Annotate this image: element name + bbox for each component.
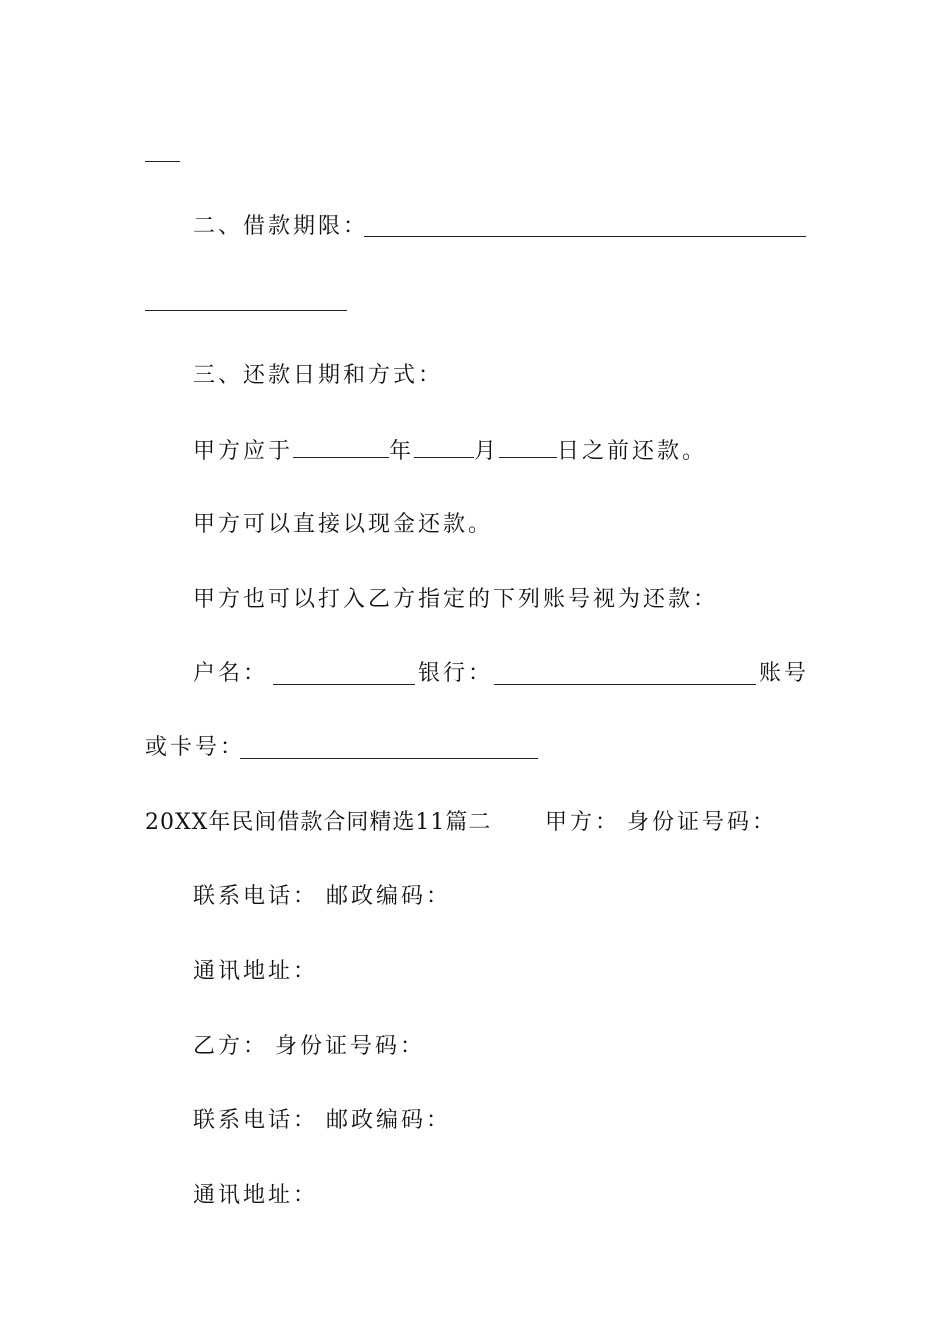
party-b-id-line bbox=[275, 1032, 425, 1062]
party-b-postcode-line bbox=[326, 1106, 451, 1136]
repayment-date-line bbox=[193, 435, 707, 467]
party-a-id-line bbox=[627, 808, 777, 838]
party-b-postcode-label: 邮政编码： bbox=[326, 1108, 452, 1133]
account-name-label: 户名： bbox=[193, 661, 269, 686]
repay-year-label: 年 bbox=[389, 439, 415, 464]
party-a-address-line bbox=[193, 957, 318, 987]
party-a-postcode-line bbox=[326, 882, 451, 912]
party-a-phone-label: 联系电话： bbox=[193, 884, 319, 909]
repay-day-blank bbox=[499, 435, 557, 458]
cash-repayment-text: 甲方可以直接以现金还款。 bbox=[193, 512, 494, 537]
party-a-id-label: 身份证号码： bbox=[627, 810, 778, 835]
account-name-label-line bbox=[193, 659, 268, 689]
party-b-address-line bbox=[193, 1181, 318, 1211]
account-number-label: 账号 bbox=[759, 661, 810, 686]
card-number-label: 或卡号： bbox=[145, 735, 246, 760]
party-b-phone-line bbox=[193, 1106, 318, 1136]
repay-year-blank bbox=[293, 435, 389, 458]
party-a-phone-line bbox=[193, 882, 318, 912]
cash-repayment-line bbox=[193, 510, 493, 540]
party-a-line bbox=[545, 808, 620, 838]
party-b-address-label: 通讯地址： bbox=[193, 1183, 319, 1208]
repayment-heading-text: 三、还款日期和方式： bbox=[193, 363, 444, 388]
party-b-line bbox=[193, 1032, 268, 1062]
loan-term-blank-continued bbox=[145, 310, 347, 311]
party-b-phone-label: 联系电话： bbox=[193, 1108, 319, 1133]
repay-month-label: 月 bbox=[474, 439, 500, 464]
transfer-repayment-text: 甲方也可以打入乙方指定的下列账号视为还款： bbox=[193, 587, 719, 612]
card-number-line bbox=[145, 733, 245, 763]
repay-month-blank bbox=[414, 435, 474, 458]
loan-term-label: 二、借款期限： bbox=[193, 214, 369, 239]
account-name-blank bbox=[273, 684, 415, 685]
contract-heading-line bbox=[145, 808, 491, 838]
contract-heading: 20XX年民间借款合同精选11篇二 bbox=[145, 810, 492, 835]
party-a-label: 甲方： bbox=[545, 810, 621, 835]
party-b-label: 乙方： bbox=[193, 1034, 269, 1059]
transfer-repayment-line bbox=[193, 585, 718, 615]
party-a-postcode-label: 邮政编码： bbox=[326, 884, 452, 909]
repay-prefix: 甲方应于 bbox=[193, 439, 294, 464]
loan-term-blank bbox=[364, 236, 806, 237]
repayment-heading bbox=[193, 361, 443, 391]
top-blank-line bbox=[145, 161, 180, 162]
bank-label: 银行： bbox=[418, 661, 494, 686]
bank-label-line bbox=[418, 659, 493, 689]
card-number-blank bbox=[240, 758, 538, 759]
party-b-id-label: 身份证号码： bbox=[275, 1034, 426, 1059]
loan-term-line bbox=[193, 212, 368, 242]
repay-day-suffix: 日之前还款。 bbox=[557, 439, 708, 464]
bank-blank bbox=[494, 684, 756, 685]
account-number-label-line bbox=[759, 659, 809, 689]
party-a-address-label: 通讯地址： bbox=[193, 959, 319, 984]
